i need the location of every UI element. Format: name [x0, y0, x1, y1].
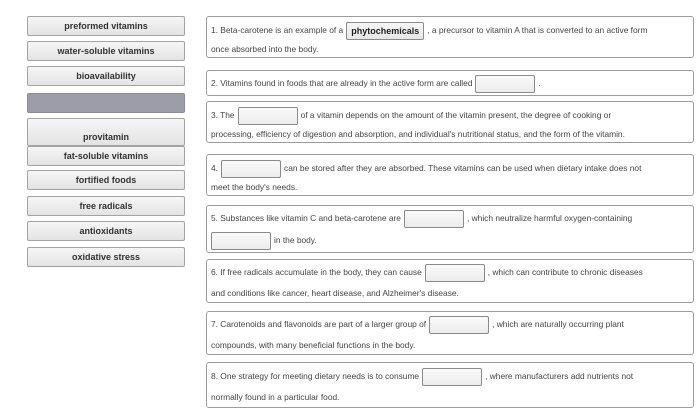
question-text: 7. Carotenoids and flavonoids are part of a larger group of [211, 319, 427, 330]
answer-slot[interactable] [475, 75, 535, 93]
word-chip-empty-slot[interactable] [27, 93, 185, 113]
question-text: and conditions like cancer, heart disease, and Alzheimer's disease. [211, 288, 459, 298]
question-2 [206, 70, 694, 96]
question-text: 5. Substances like vitamin C and beta-carotene are [211, 213, 401, 224]
word-chip-free-radicals[interactable]: free radicals [27, 196, 185, 216]
answer-slot[interactable] [238, 107, 298, 125]
word-chip-oxidative-stress[interactable]: oxidative stress [27, 247, 185, 267]
word-chip-fat-soluble-vitamins[interactable]: fat-soluble vitamins [27, 146, 185, 166]
question-6 [206, 259, 694, 303]
word-chip-antioxidants[interactable]: antioxidants [27, 221, 185, 241]
answer-slot[interactable] [422, 368, 482, 386]
question-text: 6. If free radicals accumulate in the body, they can cause [211, 267, 422, 278]
question-text: . [538, 78, 541, 89]
question-text: of a vitamin depends on the amount of the vitamin present, the degree of cooking or [300, 110, 612, 121]
word-chip-fortified-foods[interactable]: fortified foods [27, 170, 185, 190]
question-text: processing, efficiency of digestion and absorption, and individual's nutritional status, and the form of the vitamin. [211, 129, 625, 139]
word-chip-provitamin[interactable]: provitamin [27, 118, 185, 146]
question-text: 4. [211, 163, 218, 174]
answer-slot[interactable] [429, 316, 489, 334]
question-text: normally found in a particular food. [211, 392, 340, 402]
word-chip-water-soluble-vitamins[interactable]: water-soluble vitamins [27, 41, 185, 61]
question-text: can be stored after they are absorbed. These vitamins can be used when dietary intake does not [284, 163, 642, 174]
question-3 [206, 101, 694, 143]
question-text: 1. Beta-carotene is an example of a [211, 25, 344, 36]
answer-slot[interactable] [221, 160, 281, 178]
question-text: in the body. [274, 235, 317, 246]
question-text: , which are naturally occurring plant [492, 319, 624, 330]
word-chip-bioavailability[interactable]: bioavailability [27, 66, 185, 86]
question-8 [206, 362, 694, 408]
question-text: 2. Vitamins found in foods that are already in the active form are called [211, 78, 473, 89]
answer-slot[interactable] [211, 232, 271, 250]
question-text: , where manufacturers add nutrients not [485, 371, 634, 382]
question-7 [206, 311, 694, 355]
question-4 [206, 154, 694, 196]
question-text: 3. The [211, 110, 235, 121]
answer-slot-filled[interactable]: phytochemicals [346, 22, 424, 40]
question-text: meet the body's needs. [211, 182, 298, 192]
question-text: , which can contribute to chronic diseases [487, 267, 643, 278]
question-1 [206, 16, 694, 58]
question-text: , a precursor to vitamin A that is converted to an active form [427, 25, 648, 36]
answer-slot[interactable] [425, 264, 485, 282]
word-chip-preformed-vitamins[interactable]: preformed vitamins [27, 16, 185, 36]
question-text: once absorbed into the body. [211, 44, 319, 54]
question-5 [206, 205, 694, 253]
answer-slot[interactable] [404, 210, 464, 228]
question-text: , which neutralize harmful oxygen-containing [466, 213, 633, 224]
question-text: 8. One strategy for meeting dietary needs is to consume [211, 371, 420, 382]
question-text: compounds, with many beneficial functions in the body. [211, 340, 416, 350]
